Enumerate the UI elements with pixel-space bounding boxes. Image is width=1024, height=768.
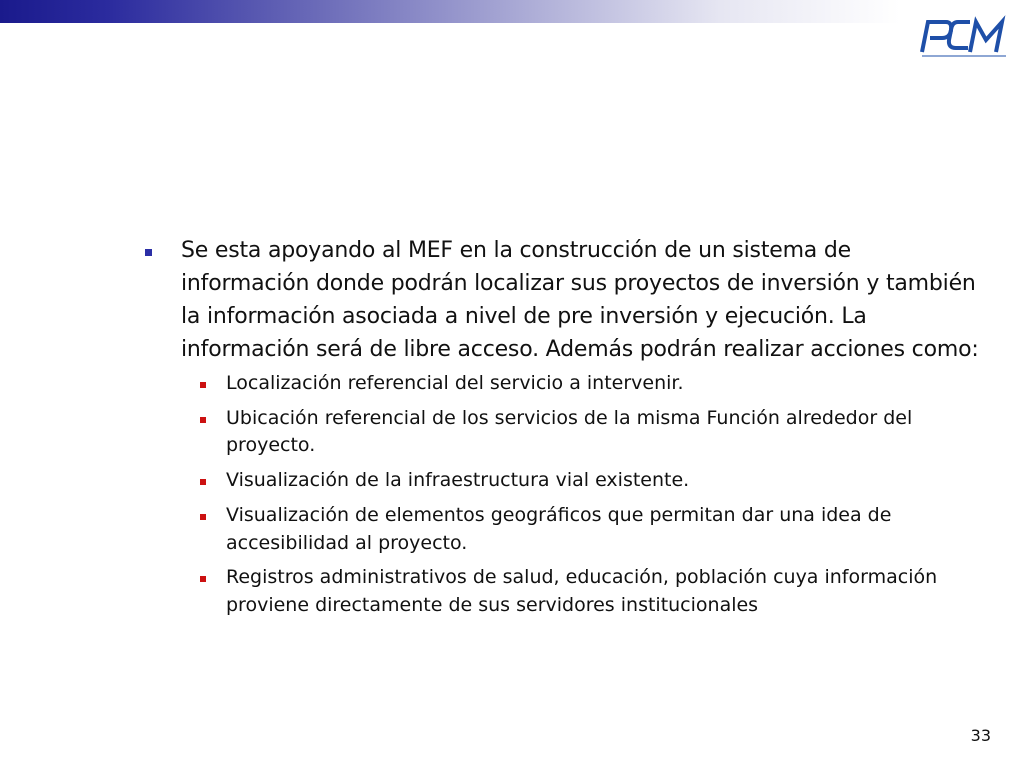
sub-bullet-text: Visualización de la infraestructura vial existente. <box>226 469 690 492</box>
sub-bullet-item <box>226 564 994 619</box>
header-gradient-bar <box>0 0 900 23</box>
sub-bullet-item <box>226 370 994 398</box>
main-bullet-text: Se esta apoyando al MEF en la construcción de un sistema de información donde podrán localizar sus proyectos de inversión y también la información asociada a nivel de pre inversión y ejecución. La información será de libre acceso. Además podrán realizar acciones como: <box>181 238 979 362</box>
bullet-square-icon <box>200 514 206 520</box>
sub-bullet-text: Visualización de elementos geográficos que permitan dar una idea de accesibilidad al proyecto. <box>226 503 892 554</box>
sub-bullet-list <box>145 370 1005 620</box>
content-area <box>145 234 1005 627</box>
sub-bullet-text: Localización referencial del servicio a intervenir. <box>226 372 684 394</box>
bullet-square-icon <box>200 479 206 485</box>
sub-bullet-text: Registros administrativos de salud, educación, población cuya información proviene directamente de sus servidores institucionales <box>226 566 938 617</box>
logo <box>918 14 1010 60</box>
bullet-square-icon <box>200 417 206 423</box>
sub-bullet-item <box>226 502 994 557</box>
sub-bullet-item <box>226 405 994 460</box>
sub-bullet-item <box>226 467 994 495</box>
bullet-square-icon <box>145 249 152 256</box>
bullet-square-icon <box>200 576 206 582</box>
page-number: 33 <box>970 726 991 745</box>
bullet-square-icon <box>200 382 206 388</box>
sub-bullet-text: Ubicación referencial de los servicios de la misma Función alrededor del proyecto. <box>226 406 913 457</box>
main-bullet <box>145 234 1005 366</box>
